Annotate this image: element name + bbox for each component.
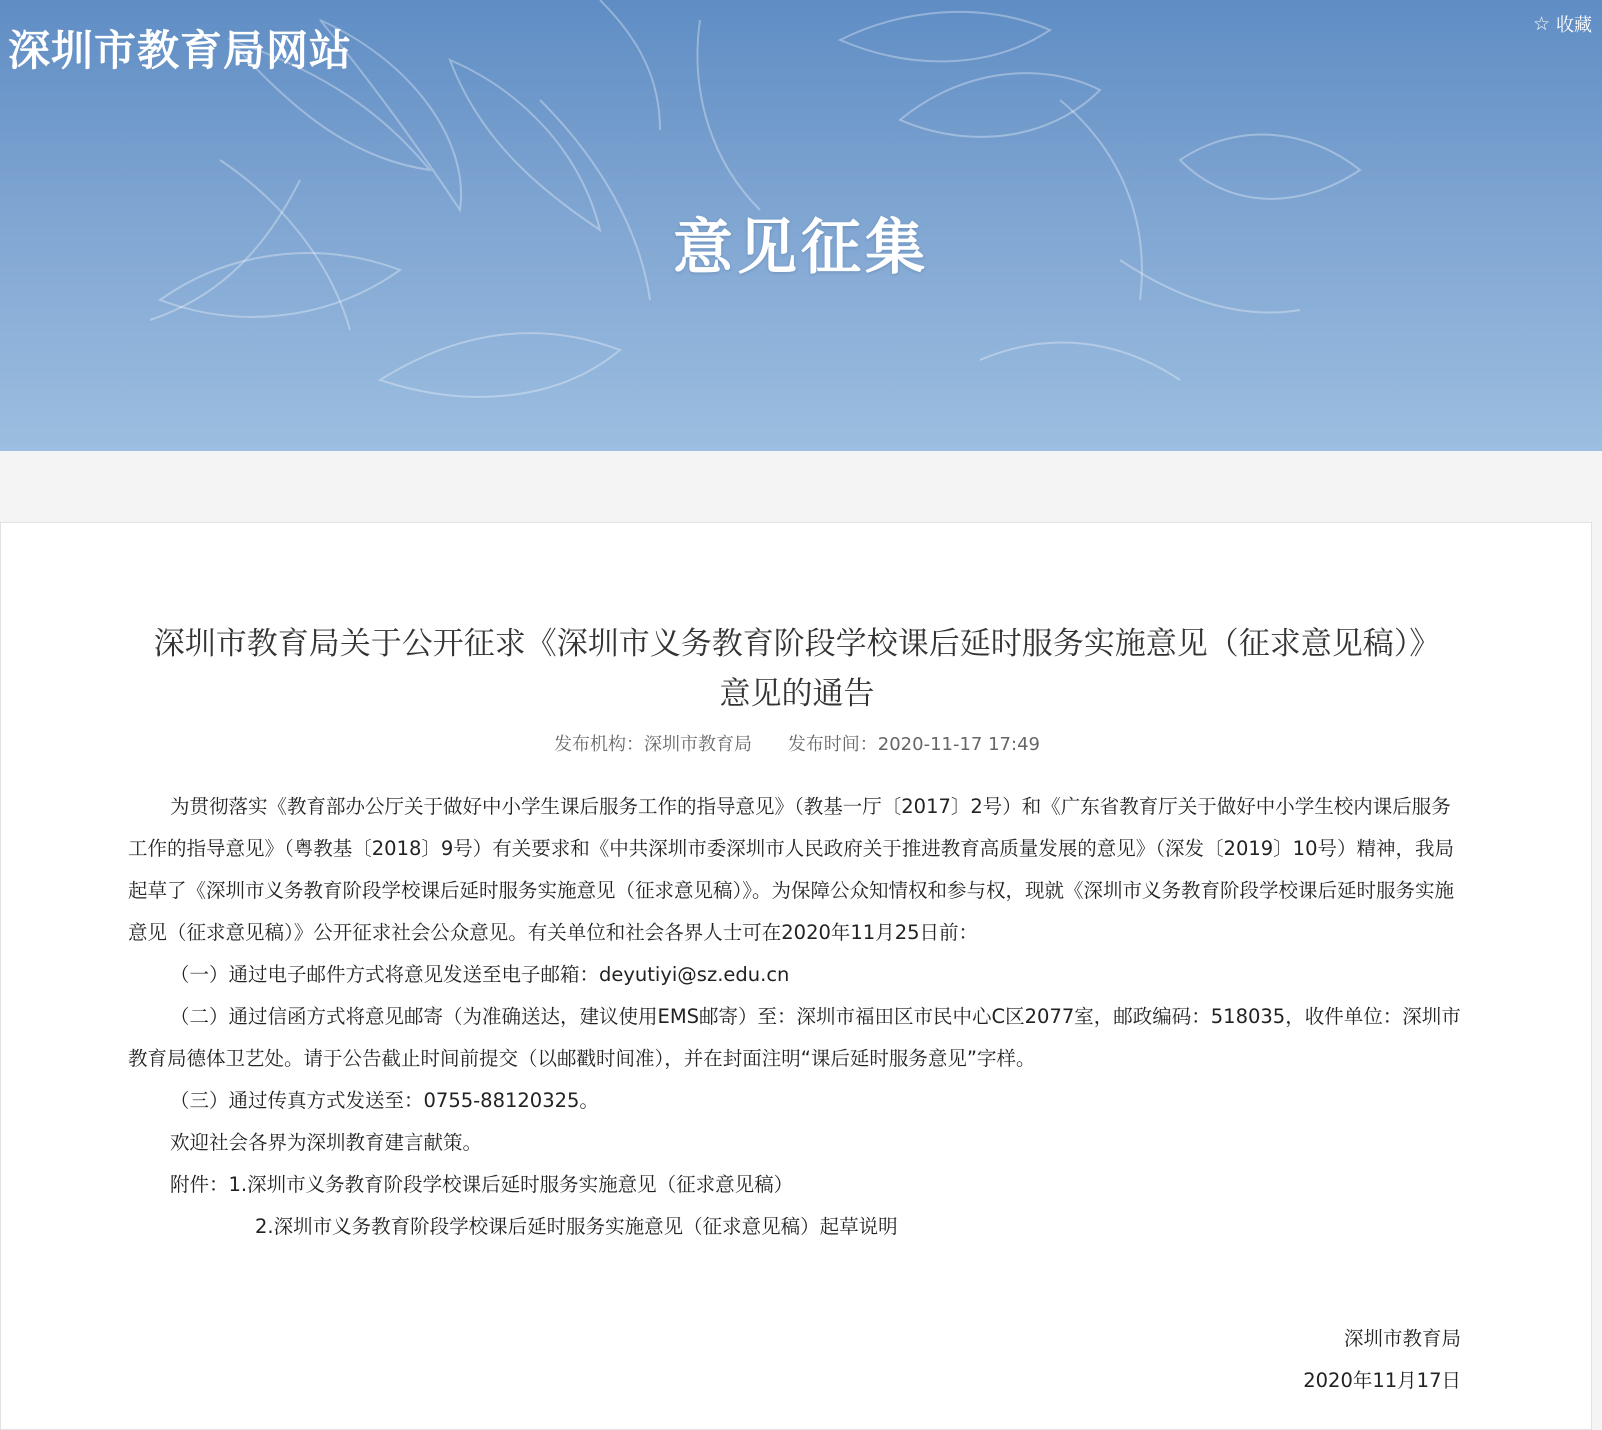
publish-time: 发布时间：2020-11-17 17:49 <box>787 734 1040 755</box>
star-outline-icon: ☆ <box>1532 12 1550 35</box>
section-heading: 意见征集 <box>673 213 929 283</box>
site-title[interactable]: 深圳市教育局网站 <box>8 26 353 75</box>
article-title: 深圳市教育局关于公开征求《深圳市义务教育阶段学校课后延时服务实施意见（征求意见稿）》意见的通告 <box>153 626 1441 712</box>
attachment-link-2[interactable]: 2.深圳市义务教育阶段学校课后延时服务实施意见（征求意见稿）起草说明 <box>255 1215 898 1238</box>
signature-date: 2020年11月17日 <box>1303 1369 1461 1392</box>
body-paragraph: （一）通过电子邮件方式将意见发送至电子邮箱：deyutiyi@sz.edu.cn <box>170 963 790 986</box>
article-body <box>128 786 1466 1248</box>
body-paragraph: 为贯彻落实《教育部办公厅关于做好中小学生课后服务工作的指导意见》（教基一厅〔2017〕2号）和《广东省教育厅关于做好中小学生校内课后服务工作的指导意见》（粤教基〔2018〕9号）有关要求和《中共深圳市委深圳市人民政府关于推进教育高质量发展的意见》（深发〔2019〕10号）精神，我局起草了《深圳市义务教育阶段学校课后延时服务实施意见（征求意见稿）》。为保障公众知情权和参与权，现就《深圳市义务教育阶段学校课后延时服务实施意见（征求意见稿）》公开征求社会公众意见。有关单位和社会各界人士可在2020年11月25日前： <box>128 795 1455 944</box>
attachment-link-1[interactable]: 附件：1.深圳市义务教育阶段学校课后延时服务实施意见（征求意见稿） <box>170 1173 794 1196</box>
favorite-label: 收藏 <box>1556 15 1592 36</box>
signature: 深圳市教育局 <box>1343 1327 1461 1350</box>
body-paragraph: （三）通过传真方式发送至：0755-88120325。 <box>170 1089 599 1112</box>
body-paragraph: 欢迎社会各界为深圳教育建言献策。 <box>170 1131 483 1154</box>
publisher: 发布机构：深圳市教育局 <box>554 734 753 755</box>
article-card <box>0 522 1592 1430</box>
header-banner <box>0 0 1602 451</box>
article-meta <box>1 730 1593 756</box>
body-paragraph: （二）通过信函方式将意见邮寄（为准确送达，建议使用EMS邮寄）至：深圳市福田区市民中心C区2077室，邮政编码：518035，收件单位：深圳市教育局德体卫艺处。请于公告截止时间前提交（以邮戳时间准），并在封面注明“课后延时服务意见”字样。 <box>128 1005 1461 1070</box>
favorite-button[interactable] <box>1533 11 1592 37</box>
